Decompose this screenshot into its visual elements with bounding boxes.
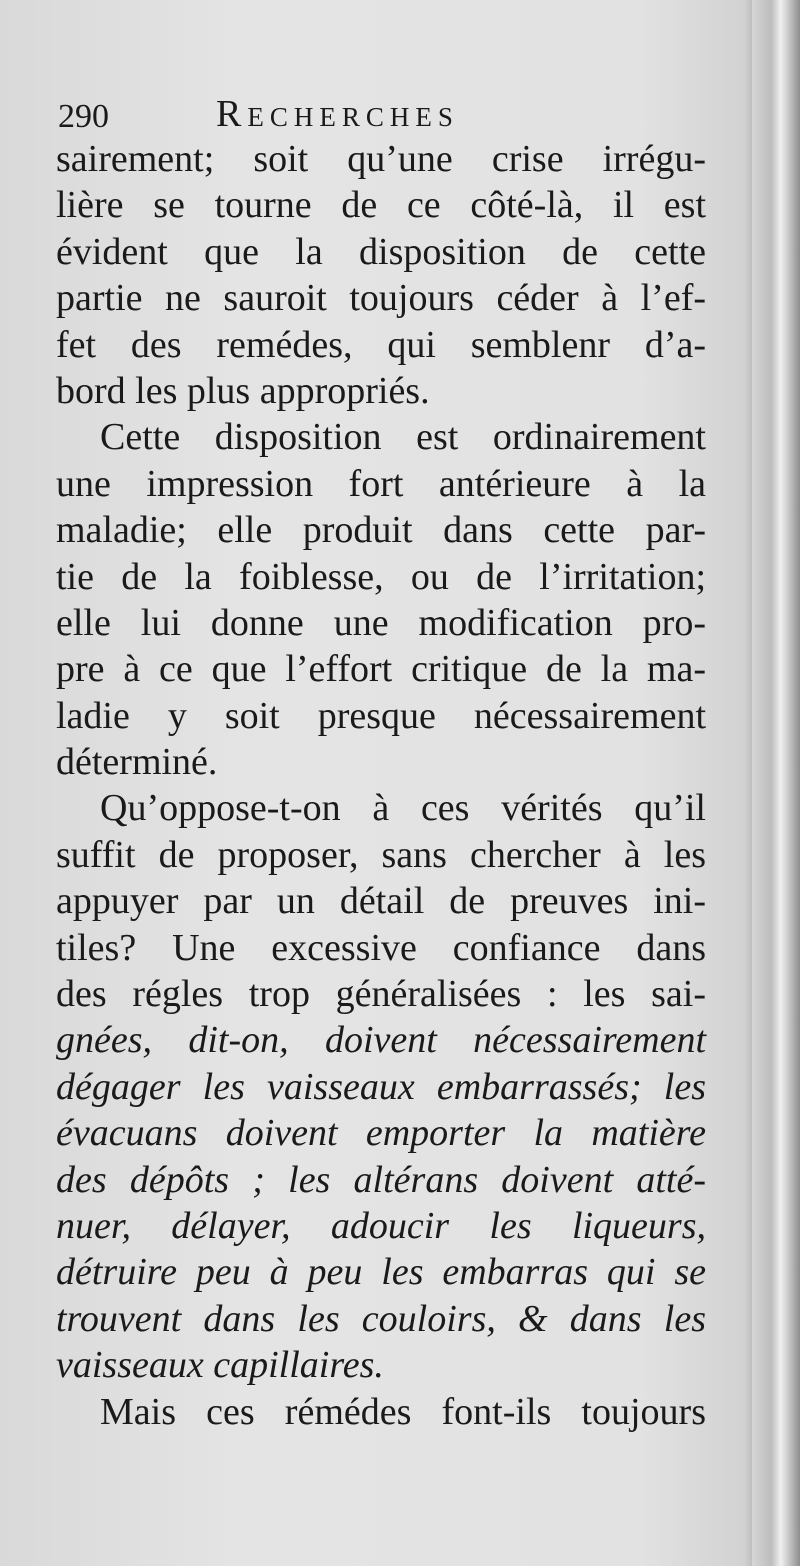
text-line: bord les plus appropriés. [56,369,430,412]
text-line: maladie; elle produit dans cette par- [56,509,706,552]
page-header [58,92,558,138]
text-line: appuyer par un détail de preuves ini- [56,880,706,923]
page-gutter [752,0,800,1566]
text-line: détruire peu à peu les embarras qui se [56,1251,706,1294]
text-line: partie ne sauroit toujours céder à l’ef- [56,277,706,320]
text-line: déterminé. [56,741,218,784]
text-line: des dépôts ; les altérans doivent atté- [56,1158,706,1201]
text-line: évacuans doivent emporter la matière [56,1112,706,1155]
text-line: une impression fort antérieure à la [56,462,706,505]
text-line: trouvent dans les couloirs, & dans les [56,1297,706,1340]
text-line: Qu’oppose-t-on à ces vérités qu’il [100,787,706,830]
text-line: évident que la disposition de cette [56,230,706,273]
text-line: tiles? Une excessive confiance dans [56,926,706,969]
text-line: lière se tourne de ce côté-là, il est [56,184,706,227]
text-line: elle lui donne une modification pro- [56,601,706,644]
text-line: suffit de proposer, sans chercher à les [56,833,706,876]
text-line: Mais ces rémédes font-ils toujours [100,1390,706,1433]
text-line: dégager les vaisseaux embarrassés; les [56,1065,706,1108]
text-line: gnées, dit-on, doivent nécessairement [56,1019,706,1062]
body-text [56,136,706,1435]
text-line: fet des remédes, qui semblenr d’a- [56,323,706,366]
text-line: Cette disposition est ordinairement [100,416,706,459]
text-line: tie de la foiblesse, ou de l’irritation; [56,555,706,598]
text-line: des régles trop généralisées : les sai- [56,973,706,1016]
page-number: 290 [58,98,109,135]
running-head: Recherches [216,93,459,135]
text-line: nuer, délayer, adoucir les liqueurs, [56,1204,706,1247]
text-line: vaisseaux capillaires. [56,1344,384,1387]
text-line: ladie y soit presque nécessairement [56,694,706,737]
text-line: pre à ce que l’effort critique de la ma- [56,648,706,691]
text-line: sairement; soit qu’une crise irrégu- [56,138,706,180]
